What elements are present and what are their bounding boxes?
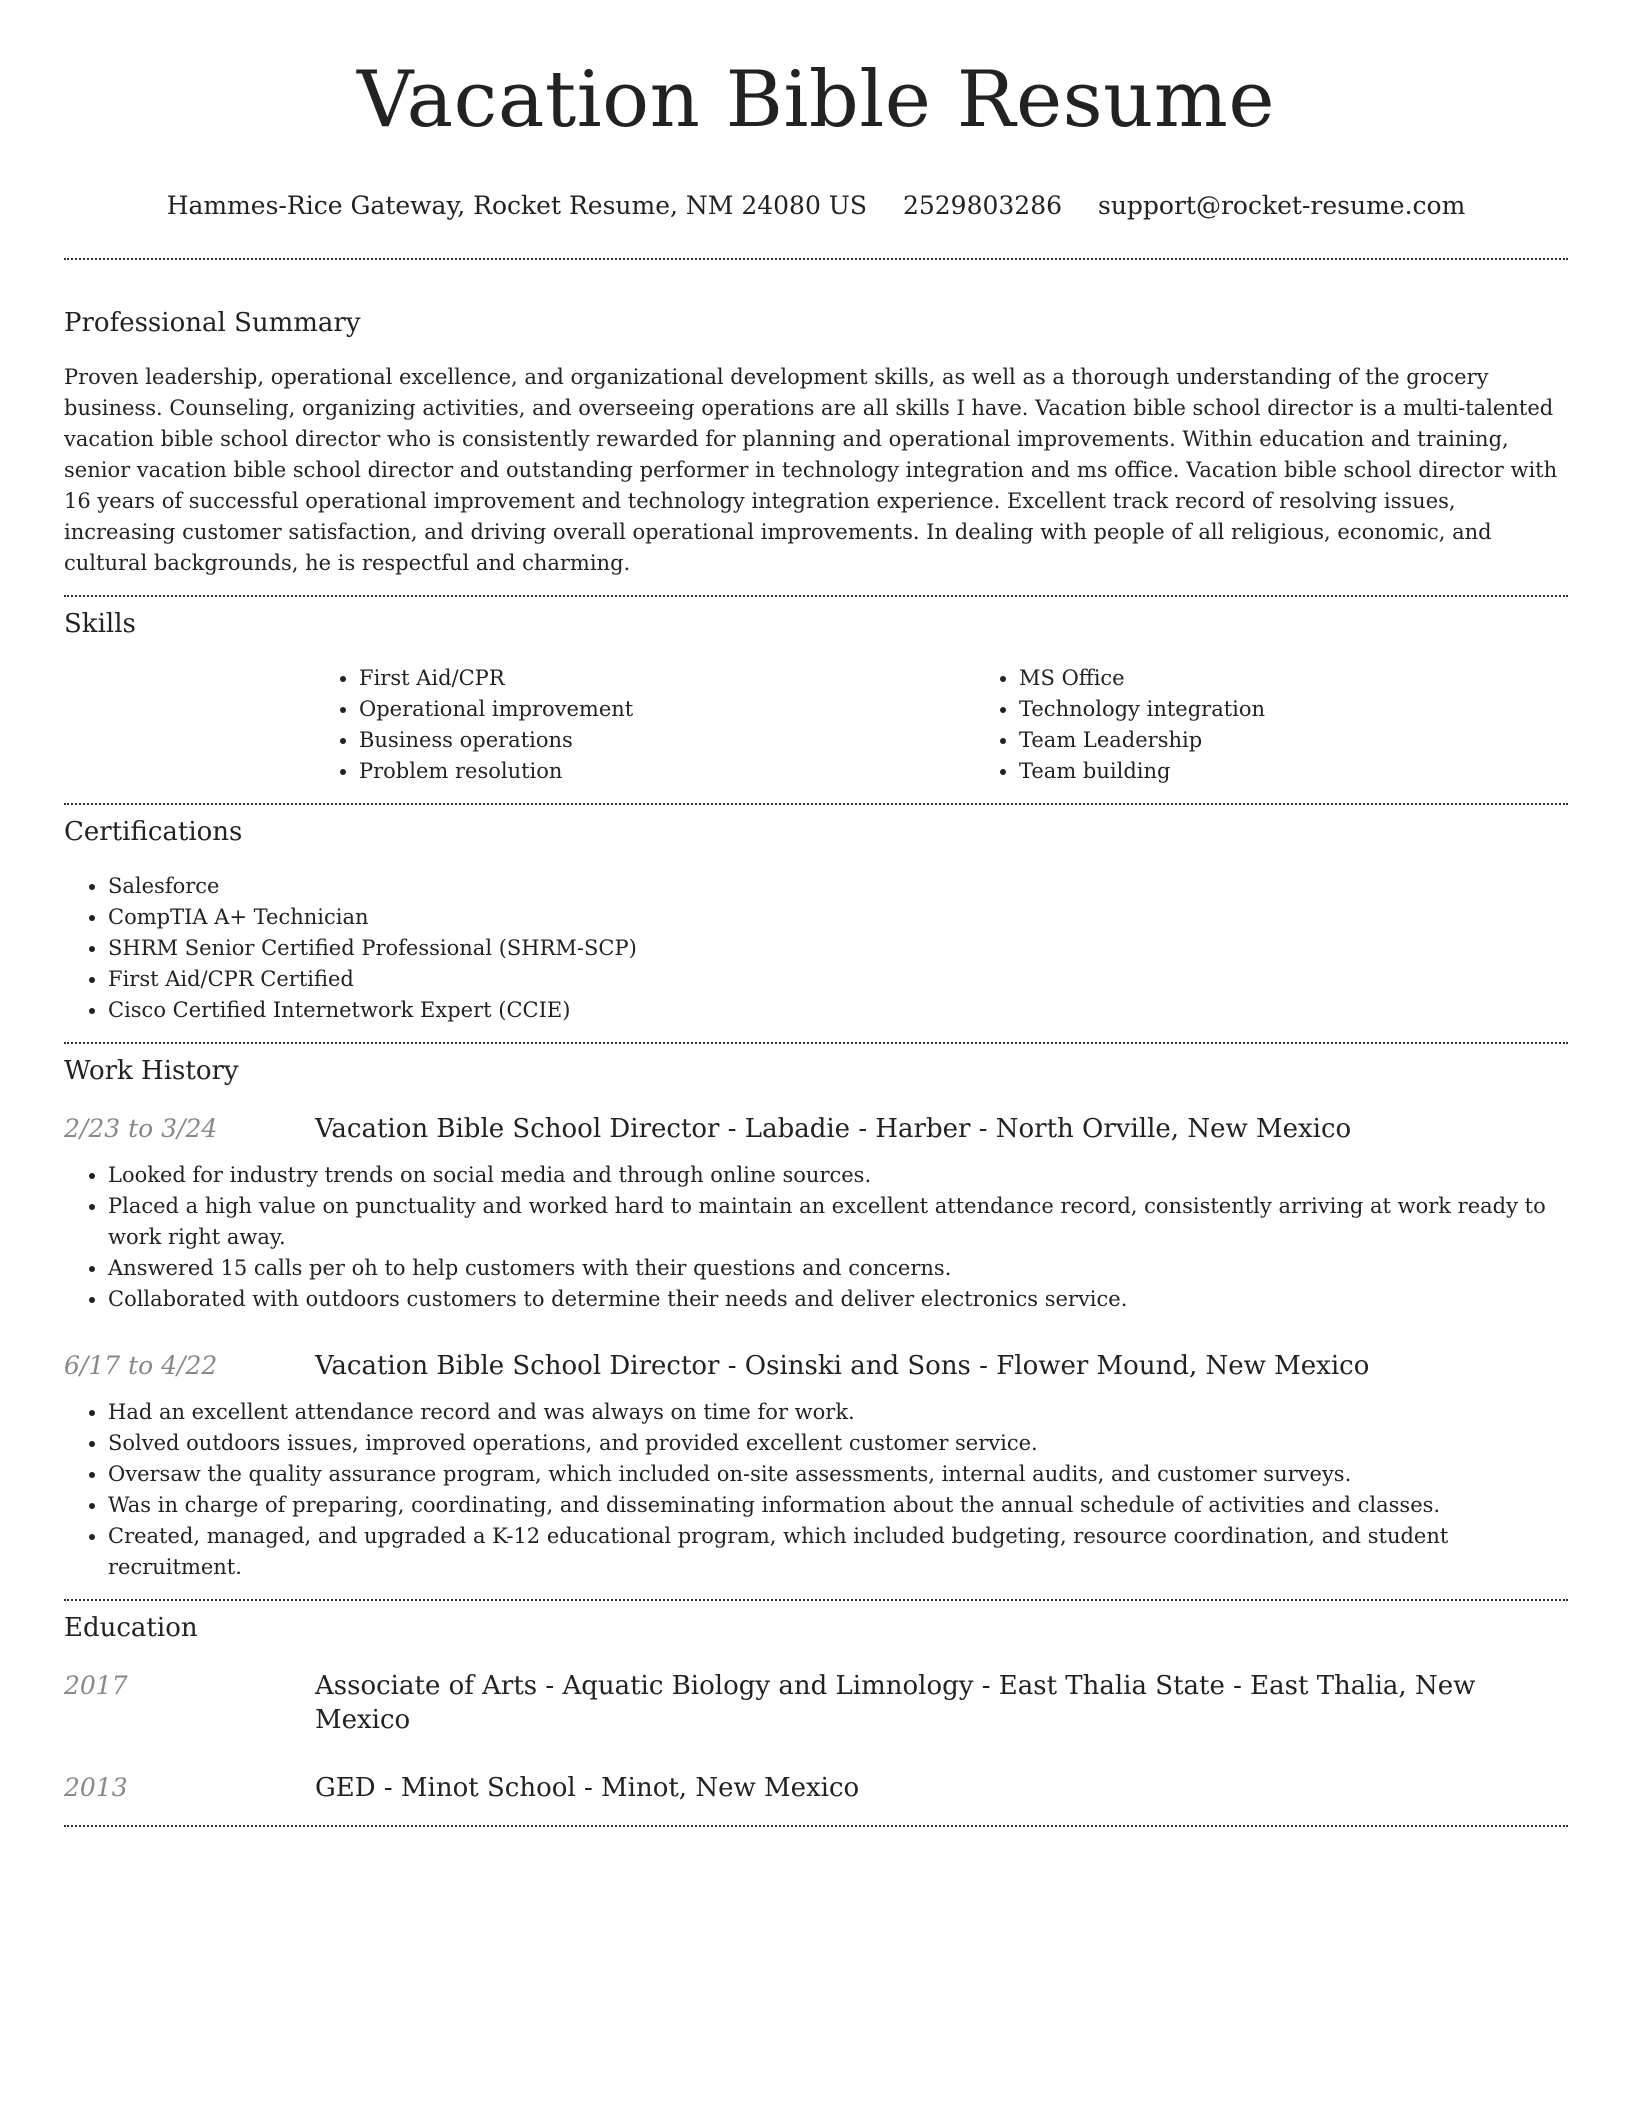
certification-item: • Salesforce [108, 871, 1568, 902]
job-header [64, 1112, 1568, 1146]
certification-item: • First Aid/CPR Certified [108, 964, 1568, 995]
job-bullet: • Collaborated with outdoors customers to determine their needs and deliver electronics service. [108, 1284, 1568, 1315]
job-bullet: • Answered 15 calls per oh to help customers with their questions and concerns. [108, 1253, 1568, 1284]
job-bullet: • Solved outdoors issues, improved operations, and provided excellent customer service. [108, 1428, 1568, 1459]
contact-address: Hammes-Rice Gateway, Rocket Resume, NM 24080 US [166, 191, 868, 220]
skill-item: • MS Office [1019, 663, 1632, 694]
skill-item: • Team building [1019, 756, 1632, 787]
education-section [64, 1601, 1568, 1825]
certification-item: • CompTIA A+ Technician [108, 902, 1568, 933]
divider [64, 1825, 1568, 1827]
skill-item: • Business operations [359, 725, 975, 756]
job-bullet: • Had an excellent attendance record and was always on time for work. [108, 1397, 1568, 1428]
job-bullets [64, 1160, 1568, 1315]
certifications-list [64, 871, 1568, 1026]
job-bullet: • Placed a high value on punctuality and worked hard to maintain an excellent attendance record, consistently arriving at work ready to work right away. [108, 1191, 1568, 1253]
summary-text: Proven leadership, operational excellence, and organizational development skills, as well as a thorough understanding of the grocery business. Counseling, organizing activities, and overseeing operations are all skills I have. Vacation bible school director is a multi-talented vacation bible school director who is consistently rewarded for planning and operational improvements. Within education and training, senior vacation bible school director and outstanding performer in technology integration and ms office. Vacation bible school director with 16 years of successful operational improvement and technology integration experience. Excellent track record of resolving issues, increasing customer satisfaction, and driving overall operational improvements. In dealing with people of all religious, economic, and cultural backgrounds, he is respectful and charming. [64, 365, 1558, 575]
job-bullet: • Was in charge of preparing, coordinating, and disseminating information about the annual schedule of activities and classes. [108, 1490, 1568, 1521]
education-heading: Education [64, 1613, 198, 1643]
job-title: Vacation Bible School Director - Labadie - Harber - North Orville, New Mexico [315, 1114, 1352, 1144]
skills-list-left [315, 663, 975, 787]
work-history-section [64, 1044, 1568, 1599]
certification-item: • Cisco Certified Internetwork Expert (CCIE) [108, 995, 1568, 1026]
job-dates: 6/17 to 4/22 [64, 1351, 218, 1380]
contact-line [64, 190, 1568, 222]
skill-item: • Team Leadership [1019, 725, 1632, 756]
job-entry [64, 1349, 1568, 1583]
job-bullet: • Created, managed, and upgraded a K-12 educational program, which included budgeting, resource coordination, and student recruitment. [108, 1521, 1568, 1583]
certification-item: • SHRM Senior Certified Professional (SHRM-SCP) [108, 933, 1568, 964]
education-detail: Associate of Arts - Aquatic Biology and Limnology - East Thalia State - East Thalia, New Mexico [315, 1671, 1476, 1735]
skills-grid [315, 663, 1568, 787]
job-title: Vacation Bible School Director - Osinski and Sons - Flower Mound, New Mexico [315, 1351, 1370, 1381]
education-detail: GED - Minot School - Minot, New Mexico [315, 1773, 860, 1803]
job-bullet: • Looked for industry trends on social media and through online sources. [108, 1160, 1568, 1191]
contact-email: support@rocket-resume.com [1097, 191, 1466, 220]
education-year: 2017 [64, 1671, 128, 1700]
skill-item: • Technology integration [1019, 694, 1632, 725]
education-entry [64, 1771, 1568, 1805]
certifications-heading: Certifications [64, 817, 243, 847]
job-bullets [64, 1397, 1568, 1583]
job-dates: 2/23 to 3/24 [64, 1114, 218, 1143]
education-entry [64, 1669, 1568, 1737]
work-history-heading: Work History [64, 1056, 239, 1086]
job-entry [64, 1112, 1568, 1315]
resume-name: Vacation Bible Resume [356, 55, 1275, 145]
skills-list-right [975, 663, 1632, 787]
certifications-section [64, 805, 1568, 1042]
skills-section [64, 597, 1568, 803]
contact-phone: 2529803286 [902, 191, 1063, 220]
education-year: 2013 [64, 1773, 128, 1802]
summary-section [64, 260, 1568, 595]
skills-heading: Skills [64, 609, 136, 639]
skill-item: • First Aid/CPR [359, 663, 975, 694]
summary-heading: Professional Summary [64, 308, 361, 338]
job-bullet: • Oversaw the quality assurance program, which included on-site assessments, internal audits, and customer surveys. [108, 1459, 1568, 1490]
job-header [64, 1349, 1568, 1383]
skill-item: • Operational improvement [359, 694, 975, 725]
skill-item: • Problem resolution [359, 756, 975, 787]
